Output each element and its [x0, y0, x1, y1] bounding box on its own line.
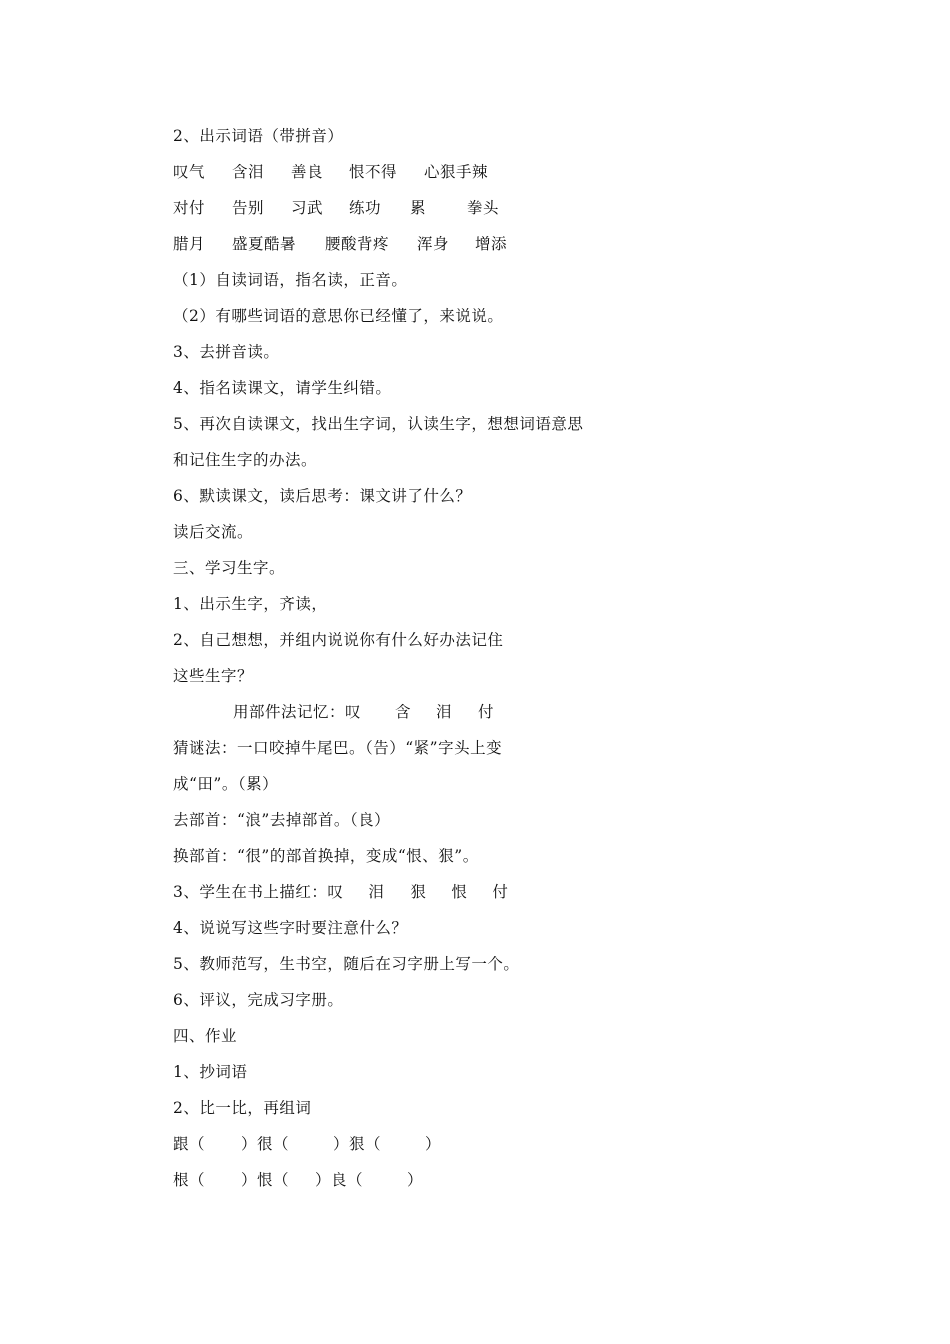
- step-5-continued: 和记住生字的办法。: [173, 451, 318, 469]
- word-row-1: [173, 162, 488, 182]
- word: 对付: [173, 199, 206, 217]
- word: 腊月: [173, 235, 206, 253]
- compare-item: ）恨（: [241, 1171, 290, 1189]
- section-4-heading: 四、作业: [173, 1027, 238, 1045]
- word: 增添: [475, 235, 508, 253]
- word: 恨不得: [349, 163, 398, 181]
- step-5: 5、再次自读课文，找出生字词，认读生字，想想词语意思: [173, 415, 584, 433]
- word-row-2: [173, 198, 499, 218]
- word: 心狠手辣: [424, 163, 489, 181]
- word: 含泪: [232, 163, 265, 181]
- component-method-label: 用部件法记忆：: [233, 703, 346, 721]
- char: 含: [395, 703, 412, 721]
- section-3-step-5: 5、教师范写，生书空，随后在习字册上写一个。: [173, 955, 520, 973]
- homework-1: 1、抄词语: [173, 1063, 248, 1081]
- section-3-step-4: 4、说说写这些字时要注意什么？: [173, 919, 408, 937]
- word: 拳头: [467, 199, 500, 217]
- word: 善良: [291, 163, 324, 181]
- compare-item: ）良（: [315, 1171, 364, 1189]
- riddle-method: 猜谜法：一口咬掉牛尾巴。（告）“紧”字头上变: [173, 739, 503, 757]
- word: 告别: [232, 199, 265, 217]
- section-3-step-2-continued: 这些生字？: [173, 667, 254, 685]
- char: 叹: [327, 883, 344, 901]
- word: 腰酸背疼: [325, 235, 390, 253]
- compare-item: 跟（: [173, 1135, 206, 1153]
- word: 浑身: [417, 235, 450, 253]
- section-3-step-2: 2、自己想想，并组内说说你有什么好办法记住: [173, 631, 504, 649]
- remove-radical: 去部首：“浪”去掉部首。（良）: [173, 811, 391, 829]
- component-method: [233, 702, 494, 722]
- char: 狠: [410, 883, 427, 901]
- step-2-show-words: 2、出示词语（带拼音）: [173, 127, 344, 145]
- word-row-3: [173, 234, 507, 254]
- char: 付: [492, 883, 509, 901]
- word: 练功: [349, 199, 382, 217]
- word: 盛夏酷暑: [232, 235, 297, 253]
- compare-item: ）: [407, 1171, 424, 1189]
- word: 叹气: [173, 163, 206, 181]
- sub-step-1: （1）自读词语，指名读，正音。: [173, 271, 408, 289]
- char: 泪: [368, 883, 385, 901]
- section-3-step-6: 6、评议，完成习字册。: [173, 991, 344, 1009]
- char: 恨: [451, 883, 468, 901]
- compare-item: ）狠（: [333, 1135, 382, 1153]
- compare-item: 根（: [173, 1171, 206, 1189]
- compare-item: ）很（: [241, 1135, 290, 1153]
- section-3-step-3: [173, 882, 508, 902]
- swap-radical: 换部首：“很”的部首换掉，变成“恨、狠”。: [173, 847, 479, 865]
- riddle-method-continued: 成“田”。（累）: [173, 775, 279, 793]
- section-3-heading: 三、学习生字。: [173, 559, 286, 577]
- homework-2: 2、比一比，再组词: [173, 1099, 312, 1117]
- char: 付: [478, 703, 495, 721]
- char: 叹: [345, 703, 362, 721]
- section-3-step-1: 1、出示生字，齐读，: [173, 595, 328, 613]
- step-3: 3、去拼音读。: [173, 343, 280, 361]
- compare-row-1: [173, 1134, 441, 1154]
- char: 泪: [436, 703, 453, 721]
- read-and-discuss: 读后交流。: [173, 523, 254, 541]
- word: 累: [410, 199, 427, 217]
- word: 习武: [291, 199, 324, 217]
- step-6: 6、默读课文，读后思考：课文讲了什么？: [173, 487, 472, 505]
- compare-row-2: [173, 1170, 423, 1190]
- trace-label: 3、学生在书上描红：: [173, 883, 328, 901]
- step-4: 4、指名读课文，请学生纠错。: [173, 379, 392, 397]
- compare-item: ）: [425, 1135, 442, 1153]
- sub-step-2: （2）有哪些词语的意思你已经懂了，来说说。: [173, 307, 504, 325]
